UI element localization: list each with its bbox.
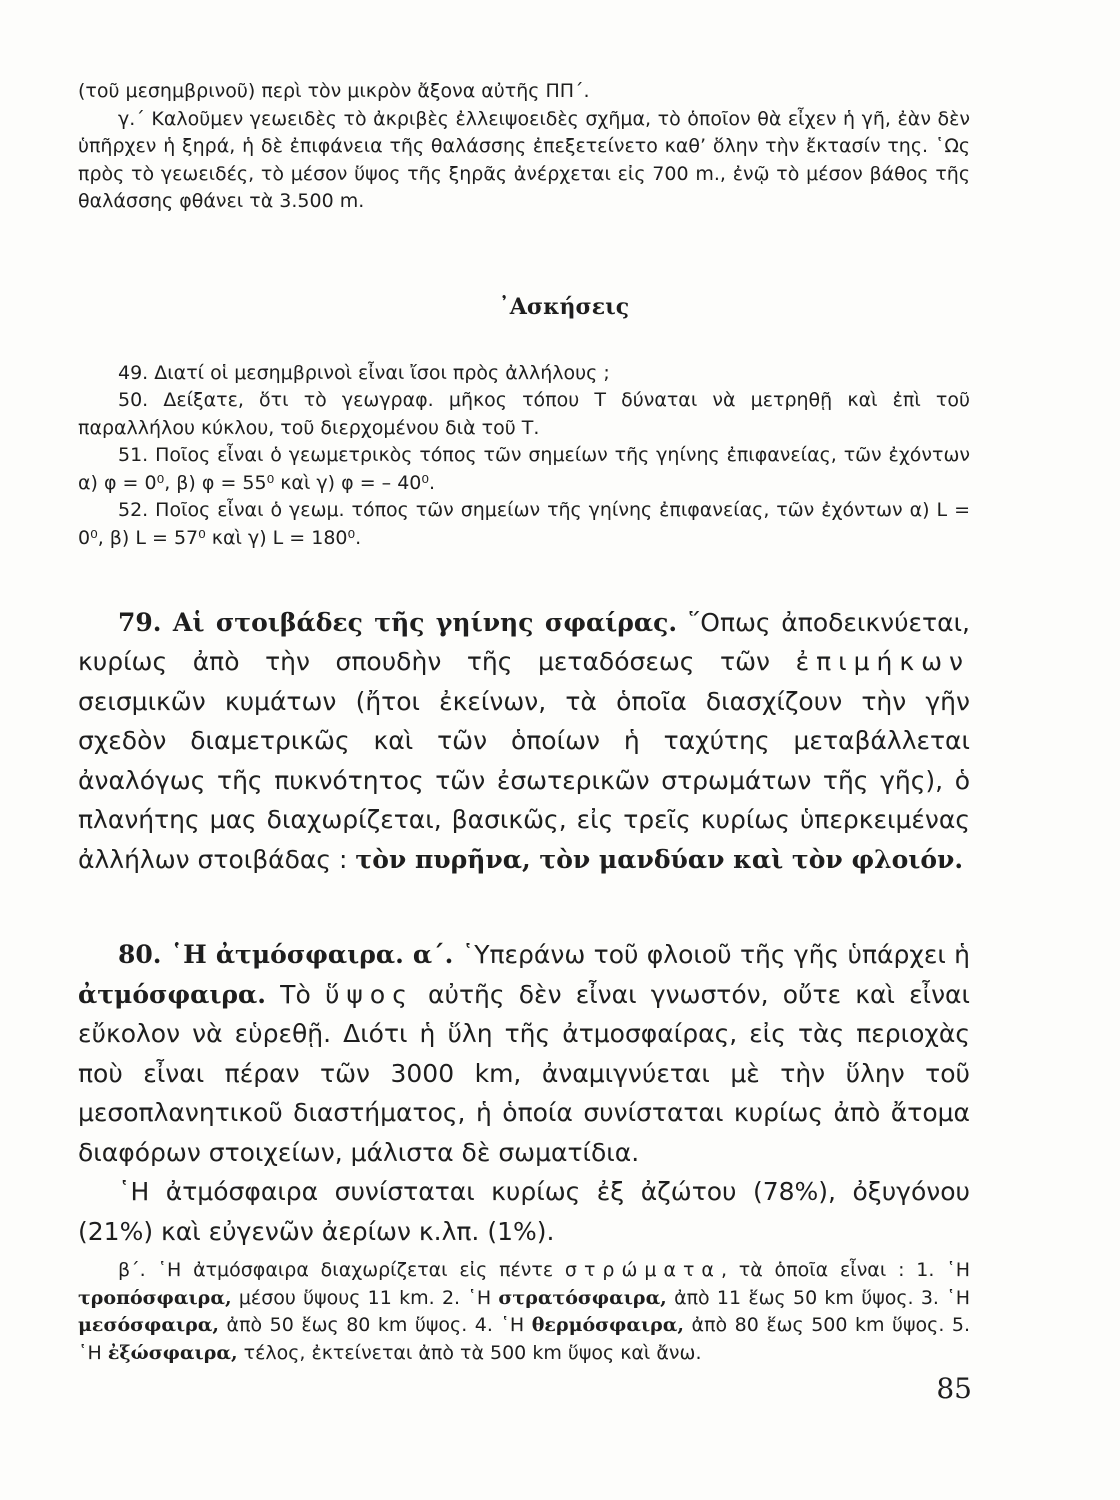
section-79-layers: τὸν πυρῆνα, τὸν μανδύαν καὶ τὸν φλοιόν.: [355, 844, 964, 874]
beta-spaced-word: στρώματα: [564, 1259, 721, 1282]
exercises-list: [78, 360, 970, 553]
section-80-atmosphere: ἀτμόσφαιρα.: [78, 979, 266, 1009]
exercise-49: 49. Διατί οἱ μεσημβρινοὶ εἶναι ἴσοι πρὸς ἀλλήλους ;: [118, 361, 610, 384]
gamma-paragraph: [78, 106, 970, 216]
section-80-text-a: ῾Υπεράνω τοῦ φλοιοῦ τῆς γῆς ὑπάρχει ἡ: [453, 940, 970, 970]
section-79-spaced-word: ἐπιμήκων: [795, 647, 970, 677]
layer-thermosphere: θερμόσφαιρα,: [531, 1314, 685, 1337]
section-80-text-c: αὐτῆς δὲν εἶναι γνωστόν, οὔτε καὶ εἶναι εὔκολον νὰ εὑρεθῇ. Διότι ἡ ὕλη τῆς ἀτμοσφαίρας, εἰς τὰς περιοχὰς ποὺ εἶναι πέραν τῶν 3000 km, ἀναμιγνύεται μὲ τὴν ὕλην τοῦ μεσοπλανητικοῦ διαστήματος, ἡ ὁποία συνίσταται κυρίως ἀπὸ ἄτομα διαφόρων στοιχείων, μάλιστα δὲ σωματίδια.: [78, 979, 970, 1167]
beta-text-b: , τὰ ὁποῖα εἶναι : 1. ῾Η: [720, 1259, 970, 1282]
beta-text-g: τέλος, ἐκτείνεται ἀπὸ τὰ 500 km ὕψος καὶ ἄνω.: [237, 1341, 702, 1364]
section-79-text-b: σεισμικῶν κυμάτων (ἤτοι ἐκείνων, τὰ ὁποῖα διασχίζουν τὴν γῆν σχεδὸν διαμετρικῶς καὶ τῶν ὁποίων ἡ ταχύτης μεταβάλλεται ἀναλόγως τῆς πυκνότητος τῶν ἐσωτερικῶν στρωμάτων τῆς γῆς), ὁ πλανήτης μας διαχωρίζεται, βασικῶς, εἰς τρεῖς κυρίως ὑπερκειμένας ἀλλήλων στοιβάδας :: [78, 686, 970, 874]
gamma-label: γ.΄: [118, 107, 145, 130]
composition-paragraph: ῾Η ἀτμόσφαιρα συνίσταται κυρίως ἐξ ἀζώτου (78%), ὀξυγόνου (21%) καὶ εὐγενῶν ἀερίων κ.λπ. (1%).: [78, 1177, 970, 1246]
beta-text-d: ἀπὸ 11 ἕως 50 km ὕψος. 3. ῾Η: [666, 1286, 970, 1309]
section-79-title: 79. Αἱ στοιβάδες τῆς γηίνης σφαίρας.: [118, 607, 678, 637]
exercise-50: 50. Δείξατε, ὅτι τὸ γεωγραφ. μῆκος τόπου Τ δύναται νὰ μετρηθῇ καὶ ἐπὶ τοῦ παραλλήλου κύκλου, τοῦ διερχομένου διὰ τοῦ Τ.: [78, 389, 970, 439]
layer-troposphere: τροπόσφαιρα,: [78, 1286, 232, 1309]
section-80-title: 80. ῾Η ἀτμόσφαιρα. α΄.: [118, 940, 454, 970]
beta-label: β΄.: [118, 1259, 146, 1282]
gamma-term: Καλοῦμεν γεωειδὲς: [151, 107, 337, 130]
beta-text-e: ἀπὸ 50 ἕως 80 km ὕψος. 4. ῾Η: [219, 1314, 532, 1337]
beta-text-c: μέσου ὕψους 11 km. 2. ῾Η: [231, 1286, 499, 1309]
gamma-text: τὸ ἀκριβὲς ἐλλειψοειδὲς σχῆμα, τὸ ὁποῖον θὰ εἶχεν ἡ γῆ, ἐὰν δὲν ὑπῆρχεν ἡ ξηρά, ἡ δὲ ἐπιφάνεια τῆς θαλάσσης ἐπεξετείνετο καθ’ ὅλην τὴν ἔκτασίν της. ῾Ως πρὸς τὸ γεωειδές, τὸ μέσον ὕψος τῆς ξηρᾶς ἀνέρχεται εἰς 700 m., ἐνῷ τὸ μέσον βάθος τῆς θαλάσσης φθάνει τὰ 3.500 m.: [78, 107, 971, 213]
exercises-heading: ᾿Ασκήσεις: [498, 293, 630, 320]
section-79-text-a: ῞Οπως ἀποδεικνύεται, κυρίως ἀπὸ τὴν σπουδὴν τῆς μεταδόσεως τῶν: [78, 607, 970, 677]
layers-block: [78, 1257, 970, 1367]
layer-exosphere: ἐξώσφαιρα,: [107, 1341, 238, 1364]
layers-paragraph: [78, 1257, 970, 1367]
beta-text-a: ῾Η ἀτμόσφαιρα διαχωρίζεται εἰς πέντε: [145, 1259, 565, 1282]
page-number: 85: [936, 1372, 972, 1405]
layer-stratosphere: στρατόσφαιρα,: [498, 1286, 667, 1309]
exercise-52: 52. Ποῖος εἶναι ὁ γεωμ. τόπος τῶν σημείων τῆς γηίνης ἐπιφανείας, τῶν ἐχόντων α) L = 0⁰, β) L = 57⁰ καὶ γ) L = 180⁰.: [78, 499, 970, 550]
beta-text-f: ἀπὸ 80 ἕως 500 km ὕψος. 5. ῾Η: [78, 1314, 970, 1364]
section-79-paragraph: [78, 603, 970, 880]
continued-line: (τοῦ μεσημβρινοῦ) περὶ τὸν μικρὸν ἄξονα αὐτῆς ΠΠ΄.: [78, 80, 590, 102]
section-80-paragraph: [78, 935, 970, 1172]
section-80-text-b: Τὸ: [266, 979, 325, 1009]
section-80: [78, 935, 970, 1251]
exercise-51: 51. Ποῖος εἶναι ὁ γεωμετρικὸς τόπος τῶν σημείων τῆς γηίνης ἐπιφανείας, τῶν ἐχόντων α) φ = 0⁰, β) φ = 55⁰ καὶ γ) φ = – 40⁰.: [78, 444, 970, 494]
section-79: [78, 603, 970, 880]
layer-mesosphere: μεσόσφαιρα,: [78, 1314, 220, 1337]
section-80-spaced-word: ὕψος: [324, 979, 414, 1009]
top-block: [78, 78, 970, 216]
